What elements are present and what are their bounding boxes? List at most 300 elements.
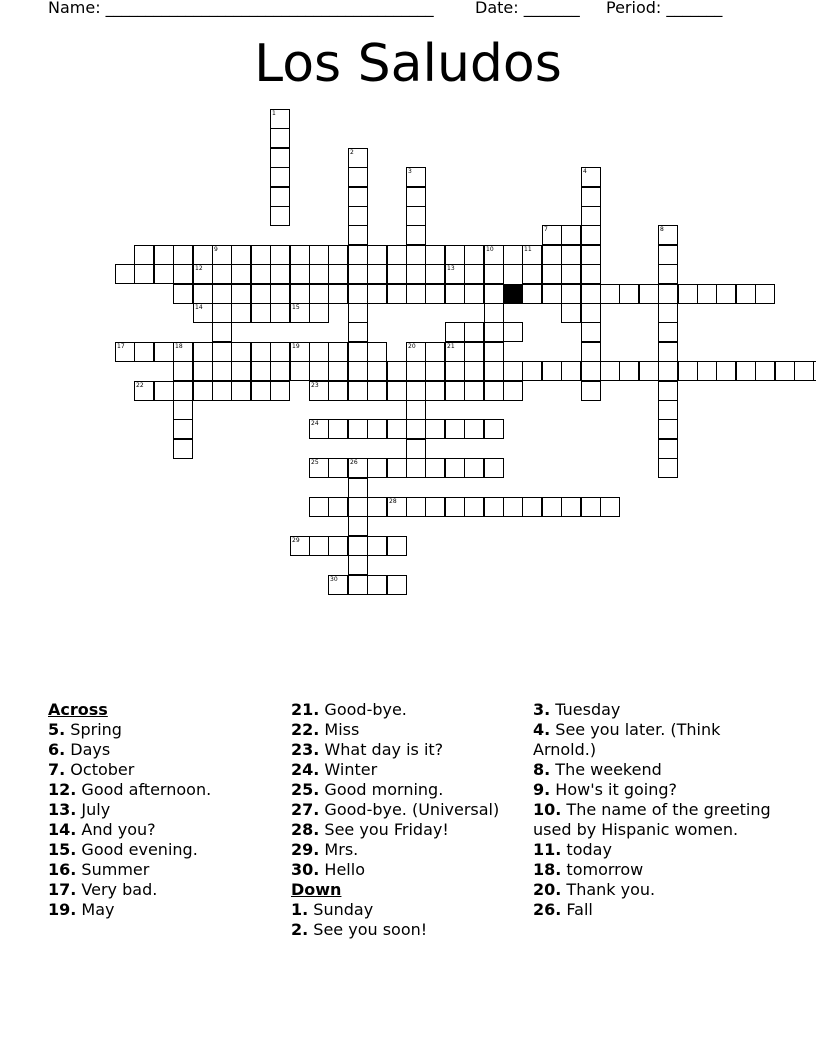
grid-cell[interactable] (581, 187, 601, 207)
grid-cell[interactable] (231, 303, 251, 323)
grid-cell[interactable] (658, 419, 678, 439)
grid-cell[interactable] (581, 264, 601, 284)
grid-cell[interactable] (794, 361, 814, 381)
grid-cell[interactable] (309, 245, 329, 265)
grid-cell[interactable] (658, 245, 678, 265)
grid-cell[interactable] (154, 264, 174, 284)
clue-text: Mrs. (319, 840, 359, 859)
grid-cell[interactable] (328, 536, 348, 556)
across-clue (48, 780, 283, 800)
grid-cell[interactable] (484, 342, 504, 362)
grid-cell[interactable] (503, 245, 523, 265)
clue-text: May (76, 900, 115, 919)
clue-number: 8 (660, 226, 664, 233)
grid-cell[interactable] (542, 497, 562, 517)
grid-cell[interactable] (658, 439, 678, 459)
grid-cell[interactable] (348, 555, 368, 575)
grid-cell[interactable] (387, 361, 407, 381)
down-clue (533, 900, 773, 920)
grid-cell[interactable] (484, 322, 504, 342)
grid-cell[interactable] (425, 361, 445, 381)
grid-cell[interactable] (387, 536, 407, 556)
grid-cell[interactable] (736, 361, 756, 381)
across-clue (48, 800, 283, 820)
grid-cell[interactable] (464, 419, 484, 439)
grid-cell[interactable] (697, 284, 717, 304)
grid-cell[interactable] (115, 342, 135, 362)
grid-cell[interactable] (173, 419, 193, 439)
grid-cell[interactable] (231, 381, 251, 401)
grid-cell[interactable] (425, 497, 445, 517)
grid-cell[interactable] (251, 303, 271, 323)
grid-cell[interactable] (716, 361, 736, 381)
clue-number-label: 5. (48, 720, 66, 739)
grid-cell[interactable] (445, 381, 465, 401)
grid-cell[interactable] (173, 342, 193, 362)
grid-cell[interactable] (425, 458, 445, 478)
grid-cell[interactable] (173, 284, 193, 304)
clue-number: 21 (447, 343, 455, 350)
grid-cell[interactable] (309, 497, 329, 517)
clue-number-label: 18. (533, 860, 562, 879)
grid-cell[interactable] (193, 342, 213, 362)
grid-cell[interactable] (193, 264, 213, 284)
clue-number-label: 21. (291, 700, 320, 719)
grid-cell[interactable] (658, 284, 678, 304)
grid-cell[interactable] (348, 536, 368, 556)
grid-cell[interactable] (658, 361, 678, 381)
grid-cell[interactable] (522, 361, 542, 381)
across-clue (291, 800, 526, 820)
grid-cell[interactable] (251, 264, 271, 284)
grid-cell[interactable] (134, 342, 154, 362)
grid-cell[interactable] (212, 381, 232, 401)
grid-cell[interactable] (522, 264, 542, 284)
grid-cell[interactable] (484, 264, 504, 284)
grid-cell[interactable] (542, 284, 562, 304)
grid-cell[interactable] (542, 361, 562, 381)
grid-cell[interactable] (270, 381, 290, 401)
grid-cell[interactable] (503, 497, 523, 517)
grid-cell[interactable] (658, 342, 678, 362)
grid-cell[interactable] (503, 361, 523, 381)
grid-cell[interactable] (251, 284, 271, 304)
grid-cell[interactable] (406, 419, 426, 439)
grid-cell[interactable] (406, 245, 426, 265)
grid-cell[interactable] (348, 225, 368, 245)
grid-cell[interactable] (328, 381, 348, 401)
grid-cell[interactable] (619, 284, 639, 304)
clue-number: 15 (292, 304, 300, 311)
clue-text: And you? (76, 820, 156, 839)
down-clue (533, 720, 773, 760)
grid-cell[interactable] (173, 381, 193, 401)
grid-cell[interactable] (484, 497, 504, 517)
grid-cell[interactable] (290, 303, 310, 323)
across-clue (48, 840, 283, 860)
grid-cell[interactable] (173, 400, 193, 420)
grid-cell[interactable] (600, 361, 620, 381)
grid-cell[interactable] (134, 381, 154, 401)
grid-cell[interactable] (309, 342, 329, 362)
grid-cell[interactable] (445, 322, 465, 342)
clue-number-label: 26. (533, 900, 562, 919)
grid-cell[interactable] (231, 245, 251, 265)
grid-cell[interactable] (484, 361, 504, 381)
grid-cell[interactable] (542, 245, 562, 265)
grid-cell[interactable] (619, 361, 639, 381)
grid-cell[interactable] (755, 361, 775, 381)
clue-number-label: 12. (48, 780, 77, 799)
grid-cell[interactable] (522, 245, 542, 265)
grid-cell[interactable] (309, 419, 329, 439)
clue-number: 13 (447, 265, 455, 272)
grid-cell[interactable] (406, 187, 426, 207)
grid-cell[interactable] (755, 284, 775, 304)
grid-cell[interactable] (484, 245, 504, 265)
grid-cell[interactable] (328, 245, 348, 265)
grid-cell[interactable] (445, 497, 465, 517)
clue-number-label: 13. (48, 800, 77, 819)
name-field[interactable]: Name: _________________________________________ (48, 0, 434, 17)
grid-cell[interactable] (387, 264, 407, 284)
grid-cell[interactable] (658, 303, 678, 323)
grid-cell[interactable] (387, 458, 407, 478)
grid-cell[interactable] (561, 284, 581, 304)
grid-cell[interactable] (348, 342, 368, 362)
grid-cell[interactable] (445, 458, 465, 478)
grid-cell[interactable] (290, 361, 310, 381)
down-clue (533, 780, 773, 800)
grid-cell[interactable] (522, 284, 542, 304)
grid-cell[interactable] (328, 342, 348, 362)
grid-cell[interactable] (406, 342, 426, 362)
grid-cell[interactable] (348, 381, 368, 401)
grid-cell[interactable] (561, 361, 581, 381)
grid-cell[interactable] (367, 575, 387, 595)
grid-cell[interactable] (484, 381, 504, 401)
grid-cell[interactable] (406, 381, 426, 401)
grid-cell[interactable] (212, 245, 232, 265)
down-heading: Down (291, 880, 342, 899)
grid-cell[interactable] (464, 245, 484, 265)
grid-cell[interactable] (503, 322, 523, 342)
grid-cell[interactable] (367, 284, 387, 304)
grid-cell[interactable] (581, 284, 601, 304)
grid-cell[interactable] (464, 264, 484, 284)
grid-cell[interactable] (658, 225, 678, 245)
grid-cell[interactable] (290, 264, 310, 284)
grid-cell[interactable] (348, 478, 368, 498)
grid-cell[interactable] (193, 303, 213, 323)
grid-cell[interactable] (348, 419, 368, 439)
grid-cell[interactable] (387, 245, 407, 265)
grid-cell[interactable] (309, 264, 329, 284)
grid-cell[interactable] (290, 284, 310, 304)
grid-cell[interactable] (775, 361, 795, 381)
grid-cell[interactable] (270, 342, 290, 362)
grid-cell[interactable] (193, 361, 213, 381)
grid-cell[interactable] (484, 303, 504, 323)
grid-cell[interactable] (406, 225, 426, 245)
grid-cell[interactable] (561, 497, 581, 517)
grid-cell[interactable] (212, 264, 232, 284)
grid-cell[interactable] (522, 497, 542, 517)
clue-text: Good-bye. (319, 700, 407, 719)
grid-cell[interactable] (328, 497, 348, 517)
grid-cell[interactable] (251, 245, 271, 265)
grid-cell[interactable] (600, 497, 620, 517)
grid-cell[interactable] (270, 264, 290, 284)
grid-cell[interactable] (290, 536, 310, 556)
grid-cell[interactable] (561, 225, 581, 245)
grid-cell[interactable] (270, 206, 290, 226)
grid-cell[interactable] (270, 128, 290, 148)
grid-cell[interactable] (581, 497, 601, 517)
grid-cell[interactable] (464, 361, 484, 381)
grid-cell[interactable] (581, 361, 601, 381)
clue-number: 24 (311, 420, 319, 427)
grid-cell[interactable] (251, 342, 271, 362)
grid-cell[interactable] (367, 536, 387, 556)
grid-cell[interactable] (251, 381, 271, 401)
grid-cell[interactable] (367, 381, 387, 401)
grid-cell[interactable] (658, 322, 678, 342)
grid-cell[interactable] (309, 303, 329, 323)
grid-cell[interactable] (173, 361, 193, 381)
grid-cell[interactable] (367, 342, 387, 362)
grid-cell[interactable] (639, 361, 659, 381)
grid-cell[interactable] (348, 264, 368, 284)
clue-number-label: 20. (533, 880, 562, 899)
grid-cell[interactable] (639, 284, 659, 304)
across-clue (48, 720, 283, 740)
clue-number: 22 (136, 382, 144, 389)
grid-cell[interactable] (425, 284, 445, 304)
grid-cell[interactable] (406, 264, 426, 284)
grid-cell[interactable] (328, 284, 348, 304)
grid-cell[interactable] (425, 381, 445, 401)
grid-cell[interactable] (445, 419, 465, 439)
grid-cell[interactable] (561, 264, 581, 284)
grid-cell[interactable] (406, 167, 426, 187)
grid-cell[interactable] (212, 361, 232, 381)
grid-cell[interactable] (328, 264, 348, 284)
grid-cell[interactable] (658, 381, 678, 401)
grid-cell[interactable] (173, 439, 193, 459)
grid-cell[interactable] (600, 284, 620, 304)
grid-cell[interactable] (154, 381, 174, 401)
grid-cell[interactable] (464, 342, 484, 362)
grid-cell[interactable] (115, 264, 135, 284)
grid-cell[interactable] (134, 245, 154, 265)
grid-cell[interactable] (348, 516, 368, 536)
grid-cell[interactable] (464, 458, 484, 478)
clue-number-label: 16. (48, 860, 77, 879)
across-clue (48, 860, 283, 880)
grid-cell[interactable] (290, 342, 310, 362)
grid-cell[interactable] (425, 264, 445, 284)
grid-cell[interactable] (348, 303, 368, 323)
clue-number-label: 6. (48, 740, 66, 759)
grid-cell[interactable] (581, 167, 601, 187)
grid-cell[interactable] (212, 284, 232, 304)
grid-cell[interactable] (173, 264, 193, 284)
grid-cell[interactable] (716, 284, 736, 304)
grid-cell[interactable] (425, 245, 445, 265)
grid-cell[interactable] (270, 303, 290, 323)
grid-cell[interactable] (348, 458, 368, 478)
down-clue (291, 900, 526, 920)
grid-cell[interactable] (348, 206, 368, 226)
grid-cell[interactable] (387, 575, 407, 595)
grid-cell[interactable] (658, 400, 678, 420)
grid-cell[interactable] (464, 284, 484, 304)
grid-cell[interactable] (348, 284, 368, 304)
grid-cell[interactable] (542, 225, 562, 245)
grid-cell[interactable] (425, 342, 445, 362)
grid-cell[interactable] (658, 458, 678, 478)
grid-cell[interactable] (212, 342, 232, 362)
grid-cell[interactable] (328, 575, 348, 595)
grid-cell[interactable] (270, 148, 290, 168)
date-field[interactable]: Date: _______ (475, 0, 580, 17)
grid-cell[interactable] (270, 361, 290, 381)
down-clue (533, 700, 773, 720)
grid-cell[interactable] (484, 284, 504, 304)
grid-cell[interactable] (173, 245, 193, 265)
grid-cell[interactable] (348, 148, 368, 168)
period-field[interactable]: Period: _______ (606, 0, 723, 17)
grid-cell[interactable] (290, 245, 310, 265)
grid-cell[interactable] (367, 361, 387, 381)
grid-cell[interactable] (231, 361, 251, 381)
grid-cell[interactable] (270, 284, 290, 304)
grid-cell[interactable] (270, 187, 290, 207)
grid-cell[interactable] (348, 497, 368, 517)
grid-cell[interactable] (445, 245, 465, 265)
grid-cell[interactable] (212, 322, 232, 342)
grid-cell[interactable] (581, 381, 601, 401)
grid-cell[interactable] (387, 284, 407, 304)
grid-cell[interactable] (367, 419, 387, 439)
grid-cell[interactable] (387, 497, 407, 517)
clue-number-label: 1. (291, 900, 309, 919)
down-clue (533, 880, 773, 900)
grid-cell[interactable] (328, 419, 348, 439)
clue-number-label: 15. (48, 840, 77, 859)
grid-cell[interactable] (193, 245, 213, 265)
grid-cell[interactable] (367, 458, 387, 478)
grid-cell[interactable] (154, 245, 174, 265)
grid-cell[interactable] (367, 264, 387, 284)
grid-cell[interactable] (212, 303, 232, 323)
grid-cell[interactable] (678, 284, 698, 304)
grid-cell[interactable] (328, 361, 348, 381)
grid-cell[interactable] (464, 381, 484, 401)
grid-cell[interactable] (581, 245, 601, 265)
grid-cell[interactable] (445, 361, 465, 381)
grid-cell[interactable] (134, 264, 154, 284)
grid-cell[interactable] (348, 167, 368, 187)
grid-cell[interactable] (231, 284, 251, 304)
grid-cell[interactable] (581, 225, 601, 245)
grid-cell[interactable] (581, 342, 601, 362)
grid-cell[interactable] (406, 497, 426, 517)
grid-cell[interactable] (328, 458, 348, 478)
grid-cell[interactable] (406, 206, 426, 226)
grid-cell[interactable] (251, 361, 271, 381)
grid-cell[interactable] (309, 361, 329, 381)
grid-cell[interactable] (406, 458, 426, 478)
grid-cell[interactable] (561, 245, 581, 265)
grid-cell[interactable] (736, 284, 756, 304)
clue-number: 25 (311, 459, 319, 466)
grid-cell[interactable] (367, 497, 387, 517)
grid-cell[interactable] (445, 264, 465, 284)
grid-cell[interactable] (658, 264, 678, 284)
grid-cell[interactable] (231, 342, 251, 362)
grid-cell[interactable] (154, 342, 174, 362)
grid-cell[interactable] (309, 381, 329, 401)
grid-cell[interactable] (231, 264, 251, 284)
grid-cell[interactable] (309, 458, 329, 478)
grid-cell[interactable] (445, 284, 465, 304)
grid-cell[interactable] (270, 109, 290, 129)
grid-cell[interactable] (561, 303, 581, 323)
grid-cell[interactable] (484, 458, 504, 478)
grid-cell[interactable] (484, 419, 504, 439)
grid-cell[interactable] (309, 536, 329, 556)
grid-cell[interactable] (387, 381, 407, 401)
grid-cell[interactable] (348, 245, 368, 265)
clue-number-label: 28. (291, 820, 320, 839)
grid-cell[interactable] (581, 206, 601, 226)
clue-number-label: 14. (48, 820, 77, 839)
grid-cell[interactable] (503, 381, 523, 401)
grid-cell[interactable] (542, 264, 562, 284)
grid-cell[interactable] (425, 419, 445, 439)
grid-cell[interactable] (193, 381, 213, 401)
grid-cell[interactable] (270, 245, 290, 265)
grid-cell[interactable] (309, 284, 329, 304)
clue-number-label: 19. (48, 900, 77, 919)
grid-cell[interactable] (406, 400, 426, 420)
grid-cell[interactable] (367, 245, 387, 265)
clues-column-3 (533, 700, 773, 920)
grid-cell[interactable] (406, 361, 426, 381)
grid-cell[interactable] (270, 167, 290, 187)
grid-cell[interactable] (464, 322, 484, 342)
across-clue (291, 780, 526, 800)
grid-cell[interactable] (348, 187, 368, 207)
grid-cell[interactable] (445, 342, 465, 362)
down-clue (533, 800, 773, 840)
grid-cell[interactable] (193, 284, 213, 304)
clue-number-label: 24. (291, 760, 320, 779)
grid-cell[interactable] (348, 575, 368, 595)
grid-cell[interactable] (581, 303, 601, 323)
grid-cell[interactable] (406, 284, 426, 304)
grid-cell[interactable] (348, 361, 368, 381)
grid-cell[interactable] (387, 419, 407, 439)
grid-cell[interactable] (581, 322, 601, 342)
grid-cell[interactable] (678, 361, 698, 381)
grid-cell[interactable] (406, 439, 426, 459)
grid-cell[interactable] (697, 361, 717, 381)
grid-cell[interactable] (348, 322, 368, 342)
grid-cell[interactable] (464, 497, 484, 517)
